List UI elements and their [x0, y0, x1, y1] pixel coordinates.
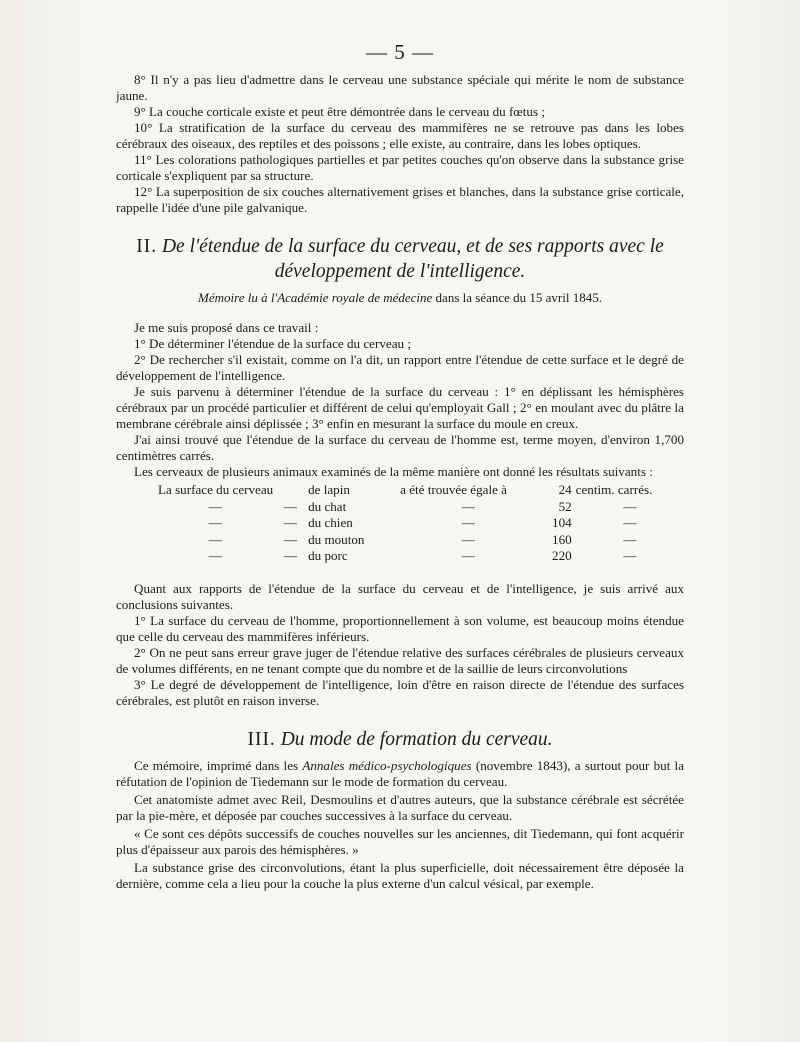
conclusions-list-intro — [116, 72, 684, 216]
paragraph: Cet anatomiste admet avec Reil, Desmoulins et d'autres auteurs, que la substance cérébrale est sécrétée par la pie-mère, et déposée par couches successives à la surface du cerveau. — [116, 791, 684, 823]
table-cell: — — [283, 498, 297, 514]
table-cell: — — [208, 515, 222, 530]
table-row — [158, 548, 684, 565]
paragraph: 3° Le degré de développement de l'intelligence, loin d'être en raison directe de l'étendue des surfaces cérébrales, est plutôt en raison inverse. — [116, 676, 684, 708]
section-3 — [116, 727, 684, 892]
table-cell-value: 160 — [552, 531, 572, 547]
section-heading — [116, 234, 684, 284]
table-row — [158, 515, 684, 532]
paragraph: 1° La surface du cerveau de l'homme, proportionnellement à son volume, est beaucoup moins étendue que celle du cerveau des mammifères inférieurs. — [116, 612, 684, 644]
table-row — [158, 532, 684, 549]
table-cell: a été trouvée égale à — [400, 482, 507, 497]
paragraph: Les cerveaux de plusieurs animaux examinés de la même manière ont donné les résultats suivants : — [134, 464, 653, 479]
table-cell: — — [461, 548, 475, 563]
paragraph: « Ce sont ces dépôts successifs de couches nouvelles sur les anciennes, dit Tiedemann, qui font acquérir plus d'épaisseur aux parois des hémisphères. » — [116, 825, 684, 857]
table-cell-value: 220 — [552, 548, 572, 563]
paragraph-text: Ce mémoire, imprimé dans les — [134, 757, 303, 773]
paragraph: Je me suis proposé dans ce travail : — [134, 320, 319, 335]
paragraph: 1° De déterminer l'étendue de la surface du cerveau ; — [134, 336, 411, 351]
table-cell: — — [623, 498, 637, 514]
section-numeral: II. — [136, 236, 158, 257]
section-numeral: III. — [247, 728, 276, 750]
table-cell: — — [461, 498, 475, 514]
section-2 — [116, 234, 684, 709]
table-cell: du chat — [308, 498, 347, 514]
memoire-note-date: dans la séance du 15 avril 1845. — [432, 290, 602, 305]
paragraph: 9° La couche corticale existe et peut être démontrée dans le cerveau du fœtus ; — [134, 104, 545, 119]
table-cell: La surface du cerveau — [158, 482, 274, 497]
paragraph: J'ai ainsi trouvé que l'étendue de la surface du cerveau de l'homme est, terme moyen, d'environ 1,700 centimètres carrés. — [116, 432, 684, 463]
table-cell-value: 52 — [558, 498, 572, 514]
brain-surface-table — [158, 482, 684, 565]
table-cell: de lapin — [308, 482, 350, 497]
table-row — [158, 482, 684, 499]
table-cell: — — [623, 515, 637, 530]
table-cell: — — [623, 548, 637, 563]
table-cell: du mouton — [308, 531, 365, 547]
table-cell: — — [283, 515, 297, 530]
paragraph: La substance grise des circonvolutions, étant la plus superficielle, doit nécessairement être déposée la dernière, comme cela a lieu pour la couche la plus externe d'un calcul vésical, par exemple. — [116, 859, 684, 891]
paragraph: Je suis parvenu à déterminer l'étendue de la surface du cerveau : 1° en déplissant les hémisphères cérébraux par un procédé particulier et différent de celui qu'employait Gall ; 2° en moulant avec du plâtre la membrane cérébrale ainsi déplissée ; 3° enfin en mesurant la surface du moule en creux. — [116, 384, 684, 431]
table-cell: — — [208, 548, 222, 563]
section-title-text: De l'étendue de la surface du cerveau, et de ses rapports avec le développement de l'intelligence. — [161, 236, 664, 282]
memoire-note — [116, 290, 684, 306]
paragraph: 8° Il n'y a pas lieu d'admettre dans le cerveau une substance spéciale qui mérite le nom de substance jaune. — [116, 72, 684, 103]
page-content — [116, 72, 684, 894]
table-row — [158, 499, 684, 516]
paragraph: 2° On ne peut sans erreur grave juger de l'étendue relative des surfaces cérébrales de plusieurs cerveaux de volumes différents, en ne tenant compte que du nombre et de la saillie de leurs circonvolutions — [116, 644, 684, 676]
table-cell: du porc — [308, 548, 348, 563]
table-cell: du chien — [308, 515, 353, 530]
paragraph: 11° Les colorations pathologiques partielles et par petites couches qu'on observe dans la substance grise corticale s'expliquent par sa structure. — [116, 152, 684, 183]
memoire-note-italic: Mémoire lu à l'Académie royale de médecine — [198, 290, 433, 305]
table-cell: — — [283, 548, 297, 563]
section-heading — [116, 727, 684, 752]
table-cell: — — [461, 531, 475, 547]
paragraph: Quant aux rapports de l'étendue de la surface du cerveau et de l'intelligence, je suis arrivé aux conclusions suivantes. — [116, 580, 684, 612]
paragraph: 12° La superposition de six couches alternativement grises et blanches, dans la substance grise corticale, rappelle l'idée d'une pile galvanique. — [116, 184, 684, 215]
journal-title: Annales médico-psychologiques — [302, 757, 472, 773]
table-cell-value: 104 — [552, 515, 572, 530]
table-cell: — — [208, 498, 222, 514]
table-cell: — — [461, 515, 475, 530]
paragraph: 10° La stratification de la surface du cerveau des mammifères ne se retrouve pas dans les lobes cérébraux des oiseaux, des reptiles et des poissons ; elle existe, au contraire, dans les lobes optiques. — [116, 120, 684, 151]
table-cell: — — [283, 531, 297, 547]
table-cell-value: 24 — [558, 482, 572, 497]
paragraph: 2° De rechercher s'il existait, comme on l'a dit, un rapport entre l'étendue de cette surface et le degré de développement de l'intelligence. — [116, 352, 684, 383]
table-cell: — — [208, 531, 222, 547]
paragraph — [116, 758, 684, 790]
table-cell: — — [623, 531, 637, 547]
page-number: — 5 — — [366, 40, 434, 64]
section-title-text: Du mode de formation du cerveau. — [280, 728, 553, 750]
table-cell: centim. carrés. — [575, 482, 653, 497]
paragraph-text: (novembre 1843), a surtout pour but la réfutation de l'opinion de Tiedemann sur le mode de formation du cerveau. — [116, 757, 684, 789]
